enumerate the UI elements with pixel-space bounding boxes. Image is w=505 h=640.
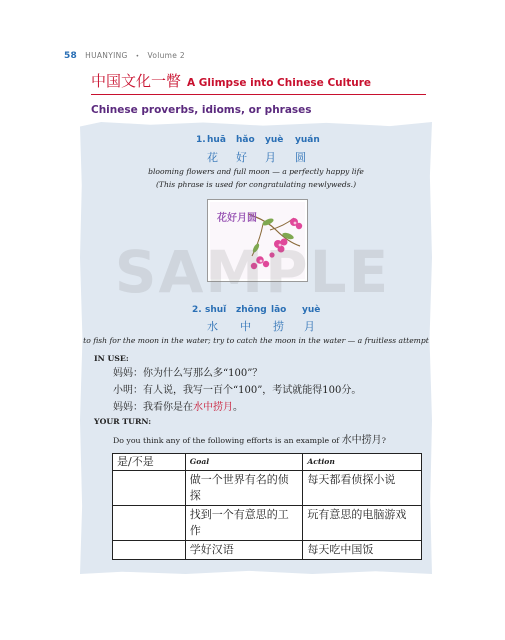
your-turn-label: YOUR TURN: bbox=[94, 417, 152, 426]
speaker: 妈妈： bbox=[113, 368, 143, 379]
answer-cell[interactable] bbox=[113, 541, 186, 560]
pinyin-syllable: yuè bbox=[302, 305, 321, 315]
goal-cell: 学好汉语 bbox=[185, 541, 303, 560]
in-use-label: IN USE: bbox=[94, 354, 129, 363]
table-row bbox=[113, 471, 422, 506]
phrase1-meaning: blooming flowers and full moon — a perfectly happy life bbox=[148, 167, 364, 176]
phrase2-number: 2. bbox=[192, 305, 202, 315]
goal-cell: 找到一个有意思的工作 bbox=[185, 506, 303, 541]
section-title-english: A Glimpse into Chinese Culture bbox=[187, 77, 372, 89]
question-text: Do you think any of the following efforts is an example of bbox=[113, 436, 342, 445]
phrase2-meaning: to fish for the moon in the water; try to catch the moon in the water — a fruitless attempt bbox=[83, 336, 429, 345]
speaker: 妈妈： bbox=[113, 402, 143, 413]
hanzi-character: 月 bbox=[304, 320, 315, 333]
highlighted-idiom: 水中捞月 bbox=[193, 402, 233, 413]
action-cell: 每天都看侦探小说 bbox=[303, 471, 422, 506]
hanzi-character: 中 bbox=[240, 320, 251, 333]
table-row bbox=[113, 506, 422, 541]
dialogue-line bbox=[113, 399, 361, 416]
hanzi-character: 花 bbox=[207, 151, 218, 164]
your-turn-table bbox=[112, 453, 422, 560]
hanzi-character: 月 bbox=[265, 151, 276, 164]
pinyin-syllable: yuè bbox=[265, 135, 284, 145]
section-heading bbox=[91, 70, 426, 95]
action-cell: 玩有意思的电脑游戏 bbox=[303, 506, 422, 541]
answer-cell[interactable] bbox=[113, 471, 186, 506]
answer-cell[interactable] bbox=[113, 506, 186, 541]
page-number: 58 bbox=[64, 51, 78, 61]
question-end: ? bbox=[381, 436, 386, 445]
header-separator: • bbox=[135, 53, 140, 60]
pinyin-syllable: yuán bbox=[295, 135, 320, 145]
column-header-yes-no: 是/不是 bbox=[113, 454, 186, 471]
book-title: HUANYING bbox=[85, 51, 128, 60]
pinyin-syllable: shuǐ bbox=[205, 305, 227, 315]
pinyin-syllable: hǎo bbox=[236, 135, 255, 145]
pinyin-syllable: zhōng bbox=[236, 305, 267, 315]
sample-watermark: SAMPLE bbox=[114, 238, 391, 306]
section-title-chinese: 中国文化一瞥 bbox=[91, 72, 182, 90]
column-header-goal: Goal bbox=[185, 454, 303, 471]
hanzi-character: 水 bbox=[207, 320, 218, 333]
column-header-action: Action bbox=[303, 454, 422, 471]
your-turn-question bbox=[113, 431, 386, 446]
utterance: 有人说，我写一百个“100”，考试就能得100分。 bbox=[143, 385, 362, 396]
volume-label: Volume 2 bbox=[147, 51, 185, 60]
utterance-end: 。 bbox=[233, 402, 243, 413]
dialogue bbox=[113, 365, 361, 416]
table-row bbox=[113, 541, 422, 560]
goal-cell: 做一个世界有名的侦探 bbox=[185, 471, 303, 506]
hanzi-character: 圆 bbox=[295, 151, 306, 164]
dialogue-line bbox=[113, 382, 361, 399]
dialogue-line bbox=[113, 365, 361, 382]
phrase1-number: 1. bbox=[196, 135, 206, 145]
utterance: 我看你是在 bbox=[143, 402, 193, 413]
hanzi-character: 捞 bbox=[273, 320, 284, 333]
action-cell: 每天吃中国饭 bbox=[303, 541, 422, 560]
subheading: Chinese proverbs, idioms, or phrases bbox=[91, 104, 312, 116]
utterance: 你为什么写那么多“100”？ bbox=[143, 368, 263, 379]
running-head bbox=[64, 51, 185, 61]
hanzi-character: 好 bbox=[236, 151, 247, 164]
speaker: 小明： bbox=[113, 385, 143, 396]
question-idiom: 水中捞月 bbox=[341, 435, 382, 446]
pinyin-syllable: lāo bbox=[271, 305, 287, 315]
pinyin-syllable: huā bbox=[207, 135, 226, 145]
table-header-row bbox=[113, 454, 422, 471]
phrase1-note: (This phrase is used for congratulating newlyweds.) bbox=[155, 180, 357, 189]
illustration-character: 花好月圆 bbox=[217, 213, 257, 224]
